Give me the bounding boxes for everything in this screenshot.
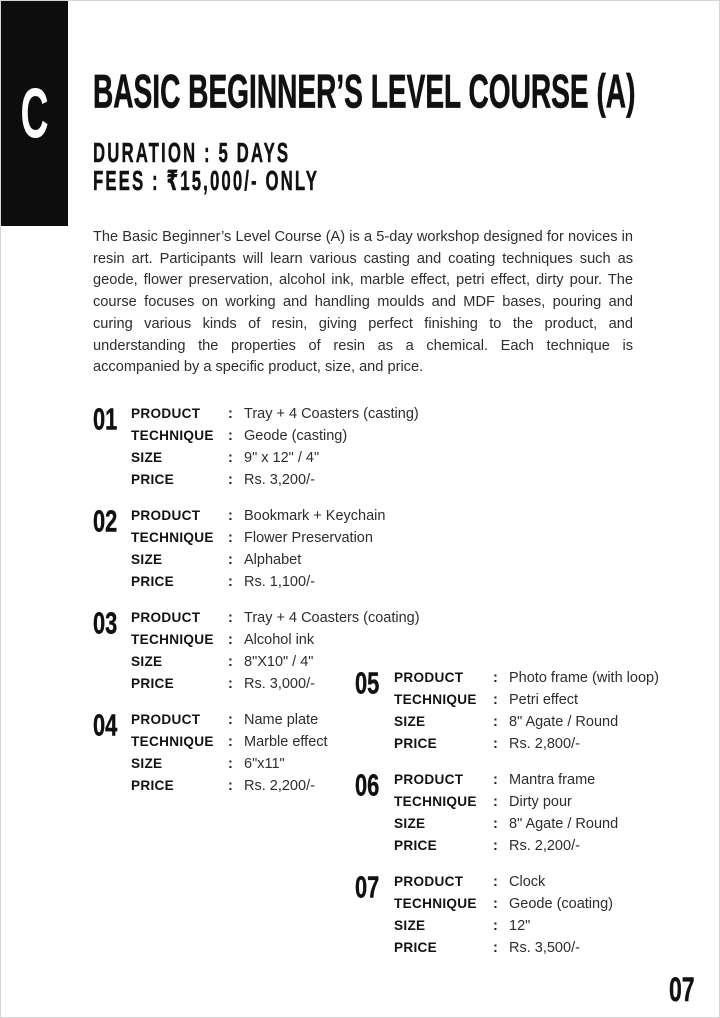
price-value: Rs. 3,000/- <box>244 676 315 692</box>
product-label: PRODUCT <box>394 670 464 685</box>
colon-separator: : <box>228 428 233 444</box>
size-value: 8"X10" / 4" <box>244 654 314 670</box>
item-details <box>131 403 428 491</box>
size-label: SIZE <box>131 654 163 669</box>
colon-separator: : <box>493 874 498 890</box>
item-number: 04 <box>93 708 118 743</box>
technique-row <box>131 629 428 651</box>
item-number: 02 <box>93 504 118 539</box>
item-number-wrap <box>93 709 131 797</box>
product-row <box>131 607 428 629</box>
technique-label: TECHNIQUE <box>394 794 477 809</box>
size-row <box>394 711 705 733</box>
technique-row <box>394 893 705 915</box>
item-details <box>394 769 705 857</box>
item-number: 07 <box>355 870 380 905</box>
technique-label: TECHNIQUE <box>131 632 214 647</box>
colon-separator: : <box>493 714 498 730</box>
course-item-05 <box>355 667 705 755</box>
technique-row <box>394 689 705 711</box>
item-number-wrap <box>93 607 131 695</box>
technique-label: TECHNIQUE <box>131 734 214 749</box>
product-label: PRODUCT <box>131 508 201 523</box>
product-value: Tray + 4 Coasters (coating) <box>244 610 420 626</box>
colon-separator: : <box>493 816 498 832</box>
colon-separator: : <box>228 552 233 568</box>
price-value: Rs. 2,800/- <box>509 736 580 752</box>
colon-separator: : <box>228 654 233 670</box>
item-number: 03 <box>93 606 118 641</box>
colon-separator: : <box>228 676 233 692</box>
price-label: PRICE <box>131 676 175 691</box>
colon-separator: : <box>228 734 233 750</box>
price-label: PRICE <box>131 778 175 793</box>
size-row <box>394 915 705 937</box>
page-number: 07 <box>669 969 695 1009</box>
item-number-wrap <box>355 871 394 959</box>
item-number: 05 <box>355 666 380 701</box>
price-value: Rs. 3,500/- <box>509 940 580 956</box>
product-label: PRODUCT <box>131 712 201 727</box>
price-label: PRICE <box>131 472 175 487</box>
course-item-06 <box>355 769 705 857</box>
item-number: 06 <box>355 768 380 803</box>
colon-separator: : <box>493 896 498 912</box>
colon-separator: : <box>493 838 498 854</box>
price-row <box>394 937 705 959</box>
colon-separator: : <box>493 772 498 788</box>
size-value: 12" <box>509 918 531 934</box>
colon-separator: : <box>228 450 233 466</box>
product-row <box>394 871 705 893</box>
product-value: Bookmark + Keychain <box>244 508 386 524</box>
colon-separator: : <box>228 406 233 422</box>
product-label: PRODUCT <box>394 874 464 889</box>
product-value: Mantra frame <box>509 772 596 788</box>
duration-line: DURATION : 5 DAYS <box>93 137 291 169</box>
technique-value: Marble effect <box>244 734 328 750</box>
colon-separator: : <box>228 472 233 488</box>
technique-row <box>131 527 428 549</box>
technique-value: Geode (casting) <box>244 428 348 444</box>
colon-separator: : <box>228 508 233 524</box>
size-label: SIZE <box>131 756 163 771</box>
course-item-02 <box>93 505 428 593</box>
price-row <box>394 733 705 755</box>
colon-separator: : <box>228 778 233 794</box>
product-label: PRODUCT <box>131 406 201 421</box>
size-label: SIZE <box>394 918 426 933</box>
item-number-wrap <box>93 403 131 491</box>
colon-separator: : <box>228 530 233 546</box>
size-label: SIZE <box>131 450 163 465</box>
colon-separator: : <box>493 940 498 956</box>
size-value: 8" Agate / Round <box>509 816 619 832</box>
technique-value: Geode (coating) <box>509 896 613 912</box>
size-value: 6"x11" <box>244 756 285 772</box>
technique-label: TECHNIQUE <box>394 896 477 911</box>
colon-separator: : <box>228 610 233 626</box>
colon-separator: : <box>228 632 233 648</box>
section-letter-bar <box>1 1 68 226</box>
technique-value: Dirty pour <box>509 794 572 810</box>
item-number-wrap <box>355 769 394 857</box>
price-label: PRICE <box>131 574 175 589</box>
price-label: PRICE <box>394 940 438 955</box>
product-value: Tray + 4 Coasters (casting) <box>244 406 419 422</box>
size-label: SIZE <box>394 816 426 831</box>
product-row <box>394 769 705 791</box>
price-row <box>394 835 705 857</box>
colon-separator: : <box>228 574 233 590</box>
colon-separator: : <box>228 712 233 728</box>
price-label: PRICE <box>394 736 438 751</box>
price-value: Rs. 2,200/- <box>244 778 315 794</box>
size-label: SIZE <box>131 552 163 567</box>
size-value: Alphabet <box>244 552 302 568</box>
course-item-07 <box>355 871 705 959</box>
technique-label: TECHNIQUE <box>394 692 477 707</box>
item-number: 01 <box>93 402 118 437</box>
price-value: Rs. 2,200/- <box>509 838 580 854</box>
colon-separator: : <box>493 736 498 752</box>
technique-label: TECHNIQUE <box>131 428 214 443</box>
technique-value: Flower Preservation <box>244 530 373 546</box>
product-value: Clock <box>509 874 546 890</box>
technique-row <box>394 791 705 813</box>
technique-row <box>131 425 428 447</box>
item-details <box>131 505 428 593</box>
price-value: Rs. 3,200/- <box>244 472 315 488</box>
page-title: BASIC BEGINNER’S LEVEL COURSE (A) <box>93 64 636 119</box>
product-row <box>394 667 705 689</box>
product-value: Photo frame (with loop) <box>509 670 659 686</box>
product-row <box>131 403 428 425</box>
product-value: Name plate <box>244 712 319 728</box>
technique-value: Alcohol ink <box>244 632 315 648</box>
section-letter: C <box>20 74 49 153</box>
item-details <box>394 667 705 755</box>
price-row <box>131 469 428 491</box>
size-label: SIZE <box>394 714 426 729</box>
items-column-right <box>355 667 705 973</box>
fees-line: FEES : ₹15,000/- ONLY <box>93 165 320 197</box>
course-item-01 <box>93 403 428 491</box>
size-value: 9" x 12" / 4" <box>244 450 320 466</box>
product-row <box>131 505 428 527</box>
technique-label: TECHNIQUE <box>131 530 214 545</box>
colon-separator: : <box>493 670 498 686</box>
size-value: 8" Agate / Round <box>509 714 619 730</box>
product-label: PRODUCT <box>394 772 464 787</box>
technique-value: Petri effect <box>509 692 579 708</box>
item-number-wrap <box>93 505 131 593</box>
colon-separator: : <box>493 918 498 934</box>
size-row <box>131 447 428 469</box>
colon-separator: : <box>228 756 233 772</box>
size-row <box>131 549 428 571</box>
product-label: PRODUCT <box>131 610 201 625</box>
colon-separator: : <box>493 692 498 708</box>
price-value: Rs. 1,100/- <box>244 574 315 590</box>
price-row <box>131 571 428 593</box>
item-number-wrap <box>355 667 394 755</box>
size-row <box>394 813 705 835</box>
price-label: PRICE <box>394 838 438 853</box>
colon-separator: : <box>493 794 498 810</box>
course-description: The Basic Beginner’s Level Course (A) is a 5-day workshop designed for novices in resin art. Participants will learn various casting and coating techniques such as geode, flower preservation, alcohol ink, marble effect, petri effect, dirty pour. The course focuses on working and handling moulds and MDF bases, pouring and curing various kinds of resin, giving perfect finishing to the product, and understanding the properties of resin as a chemical. Each technique is accompanied by a specific product, size, and price. <box>93 229 633 376</box>
item-details <box>394 871 705 959</box>
